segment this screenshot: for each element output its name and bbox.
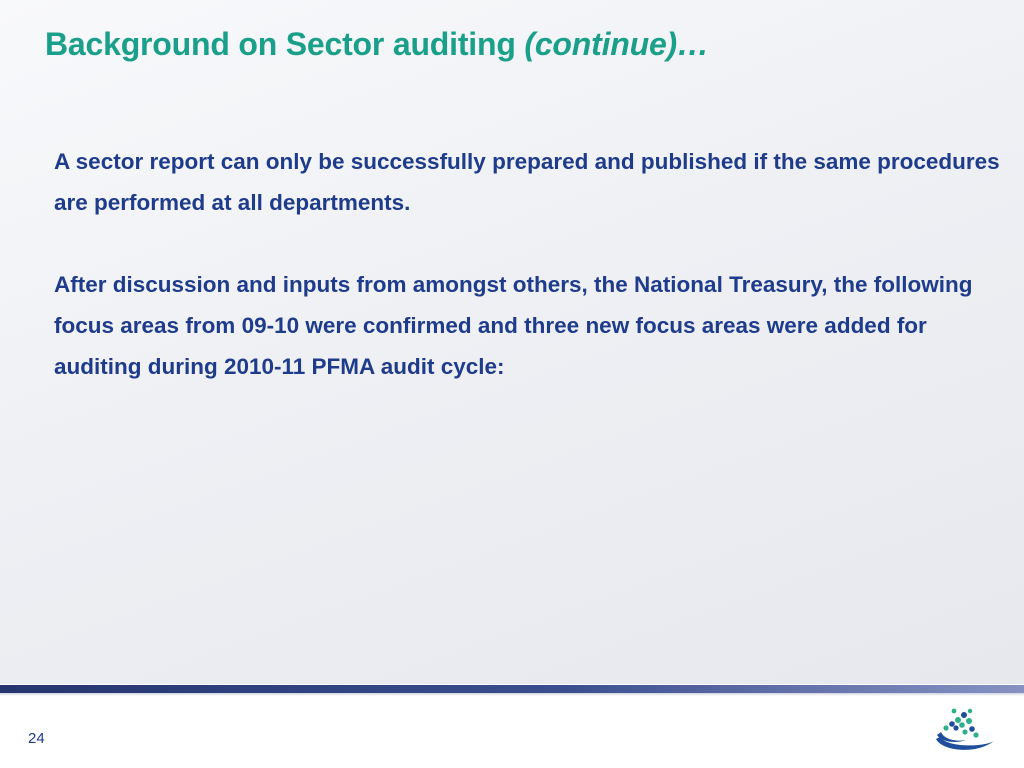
slide-title-main: Background on Sector auditing xyxy=(45,26,525,62)
slide-title xyxy=(45,26,709,63)
paragraph-sector-report: A sector report can only be successfully prepared and published if the same procedures are performed at all departments. xyxy=(54,149,1000,215)
paragraph-spacer xyxy=(54,223,1014,264)
slide-title-suffix: (continue)… xyxy=(524,26,709,62)
auditor-general-logo-icon xyxy=(932,706,998,754)
page-number: 24 xyxy=(28,730,45,747)
footer-divider xyxy=(0,685,1024,693)
slide-body xyxy=(54,141,1014,387)
paragraph-focus-areas: After discussion and inputs from amongst others, the National Treasury, the following focus areas from 09-10 were confirmed and three new focus areas were added for auditing during 2010-11 PFMA audit cycle: xyxy=(54,272,973,379)
footer-divider-shadow xyxy=(0,693,1024,696)
